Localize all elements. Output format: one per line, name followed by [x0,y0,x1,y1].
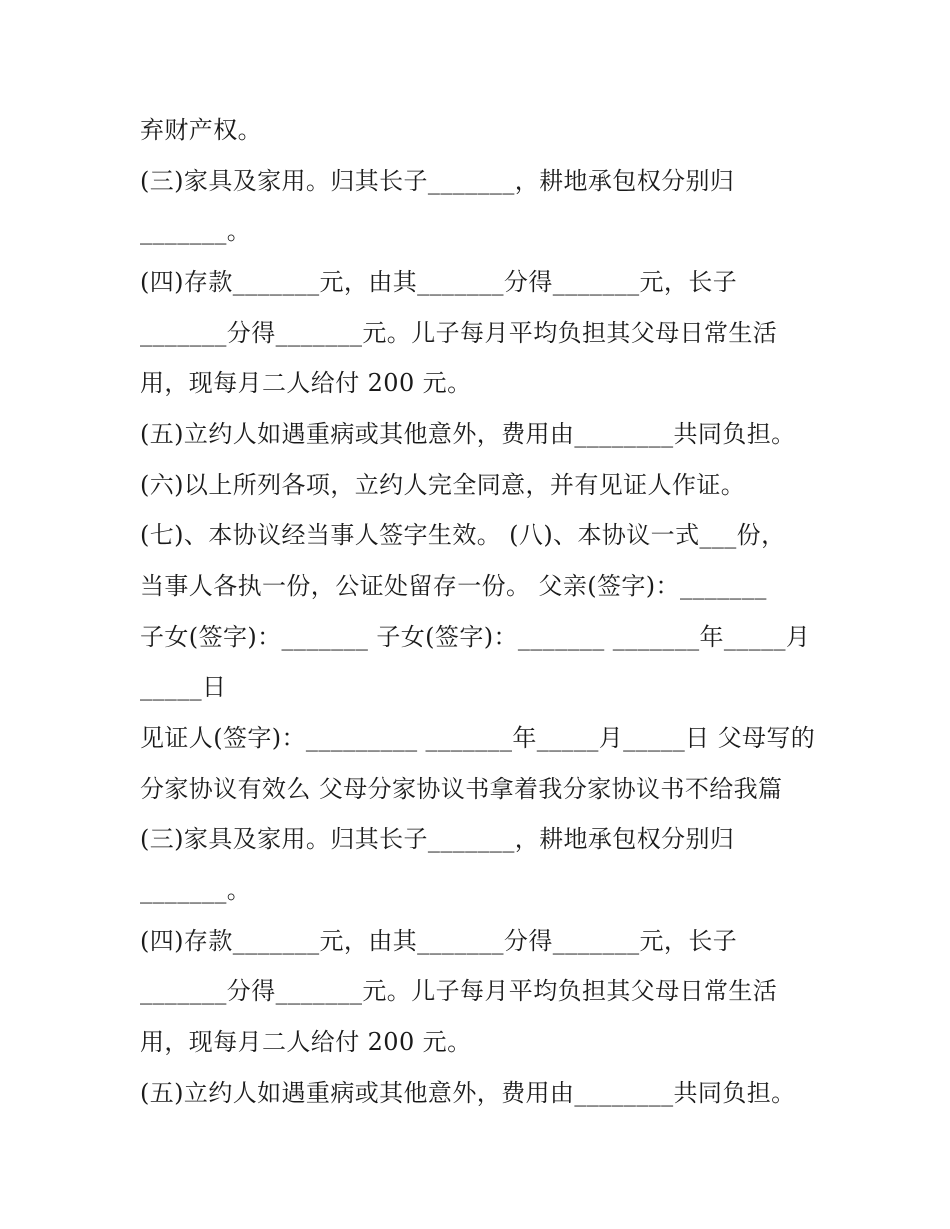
text-line: 当事人各执一份，公证处留存一份。 父亲(签字)：_______ [140,572,767,600]
text-line: _______。 [140,217,252,245]
text-line: 分家协议有效么 父母分家协议书拿着我分家协议书不给我篇 [140,775,783,803]
text-line: _____日 [140,673,227,701]
text-line: _______分得_______元。儿子每月平均负担其父母日常生活 [140,319,778,347]
text-line: (四)存款_______元，由其_______分得_______元，长子 [140,268,738,296]
text-line: (七)、本协议经当事人签字生效。 (八)、本协议一式___份， [140,521,786,549]
text-line: 弃财产权。 [140,116,262,144]
text-line: 子女(签字)：_______ 子女(签字)：_______ _______年_____月 [140,623,811,651]
text-line: (五)立约人如遇重病或其他意外，费用由________共同负担。 [140,1079,796,1107]
text-line: (三)家具及家用。归其长子_______，耕地承包权分别归 [140,825,735,853]
text-line: (五)立约人如遇重病或其他意外，费用由________共同负担。 [140,420,796,448]
text-line: (三)家具及家用。归其长子_______，耕地承包权分别归 [140,167,735,195]
text-line: 用，现每月二人给付 200 元。 [140,1028,472,1056]
text-line: _______分得_______元。儿子每月平均负担其父母日常生活 [140,977,778,1005]
text-line: (四)存款_______元，由其_______分得_______元，长子 [140,927,738,955]
text-line: 见证人(签字)：_________ _______年_____月_____日 父母写的 [140,724,816,752]
text-line: (六)以上所列各项，立约人完全同意，并有见证人作证。 [140,471,746,499]
text-line: 用，现每月二人给付 200 元。 [140,369,472,397]
text-line: _______。 [140,876,252,904]
